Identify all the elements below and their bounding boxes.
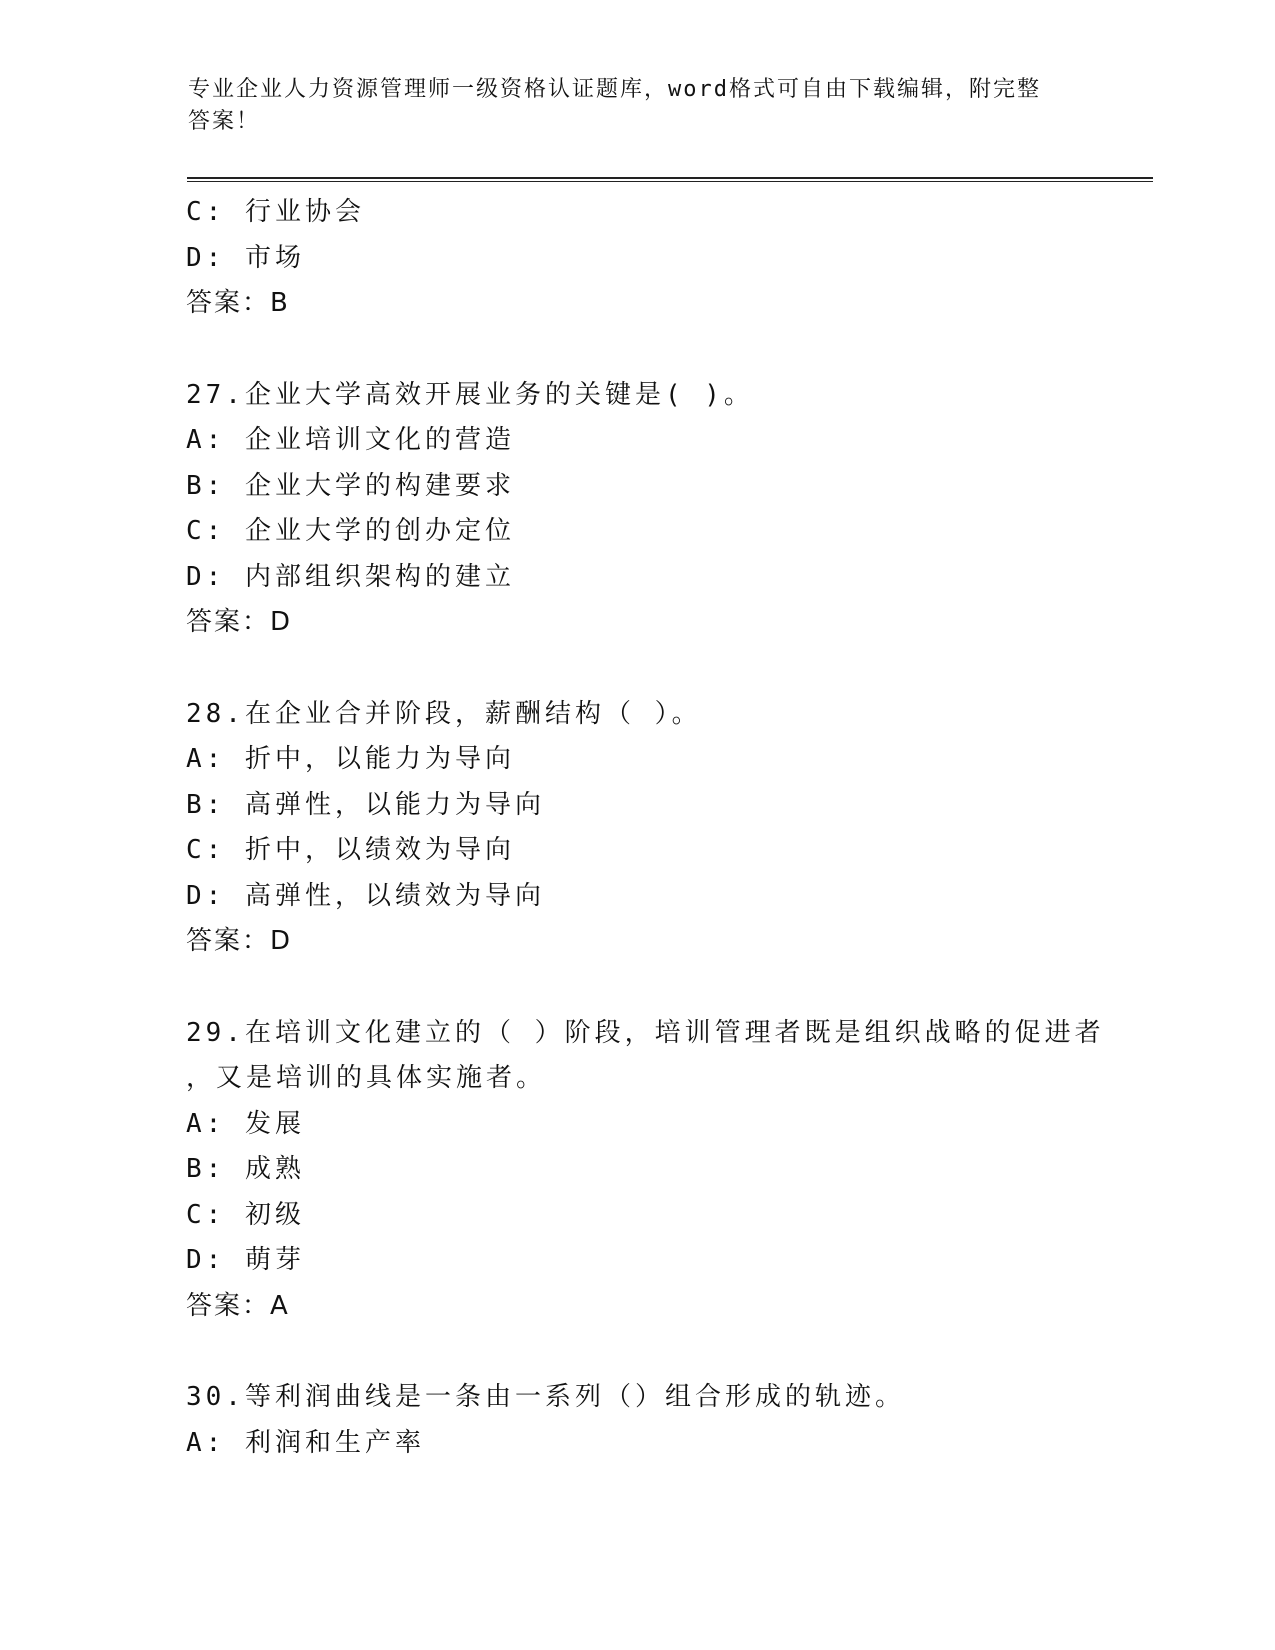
option-b: B: 成熟	[186, 1154, 305, 1184]
answer-line: 答案：D	[186, 607, 293, 637]
option-a: A: 发展	[186, 1108, 305, 1139]
question-stem: 27.企业大学高效开展业务的关键是( )。	[186, 379, 754, 410]
option-a: A: 企业培训文化的营造	[186, 425, 515, 455]
option-a: A: 利润和生产率	[186, 1427, 425, 1458]
answer-line: 答案：D	[186, 926, 293, 956]
question-30	[186, 1375, 1086, 1466]
option-c: C: 企业大学的创办定位	[186, 516, 515, 546]
question-list	[186, 190, 1105, 1466]
question-27	[186, 373, 1086, 646]
question-stem-line-2: ，又是培训的具体实施者。	[186, 1063, 547, 1093]
option-b: B: 企业大学的构建要求	[186, 470, 515, 501]
spacer	[186, 965, 1086, 1011]
question-28	[186, 692, 1086, 965]
spacer	[186, 327, 1086, 373]
option-c: C: 初级	[186, 1199, 305, 1230]
header-divider-thin	[187, 181, 1153, 182]
document-header	[188, 74, 1068, 138]
header-divider-thick	[187, 177, 1153, 179]
question-stem: 30.等利润曲线是一条由一系列（）组合形成的轨迹。	[186, 1382, 905, 1412]
option-c: C: 行业协会	[186, 197, 365, 227]
header-line-2: 答案！	[188, 109, 261, 134]
option-d: D: 市场	[186, 242, 305, 273]
question-26-tail	[186, 190, 1086, 327]
question-stem: 28.在企业合并阶段，薪酬结构（ ）。	[186, 698, 702, 729]
header-line-1: 专业企业人力资源管理师一级资格认证题库，word格式可自由下载编辑，附完整	[188, 77, 1041, 102]
spacer	[186, 1329, 1086, 1375]
option-d: D: 内部组织架构的建立	[186, 561, 515, 592]
question-29	[186, 1011, 1105, 1330]
option-c: C: 折中，以绩效为导向	[186, 835, 515, 865]
option-a: A: 折中，以能力为导向	[186, 744, 515, 774]
question-stem-line-1: 29.在培训文化建立的（ ）阶段，培训管理者既是组织战略的促进者	[186, 1017, 1105, 1048]
option-d: D: 高弹性，以绩效为导向	[186, 880, 545, 911]
option-d: D: 萌芽	[186, 1245, 305, 1275]
answer-line: 答案：A	[186, 1290, 290, 1321]
spacer	[186, 646, 1086, 692]
answer-line: 答案：B	[186, 288, 290, 318]
option-b: B: 高弹性，以能力为导向	[186, 789, 545, 820]
